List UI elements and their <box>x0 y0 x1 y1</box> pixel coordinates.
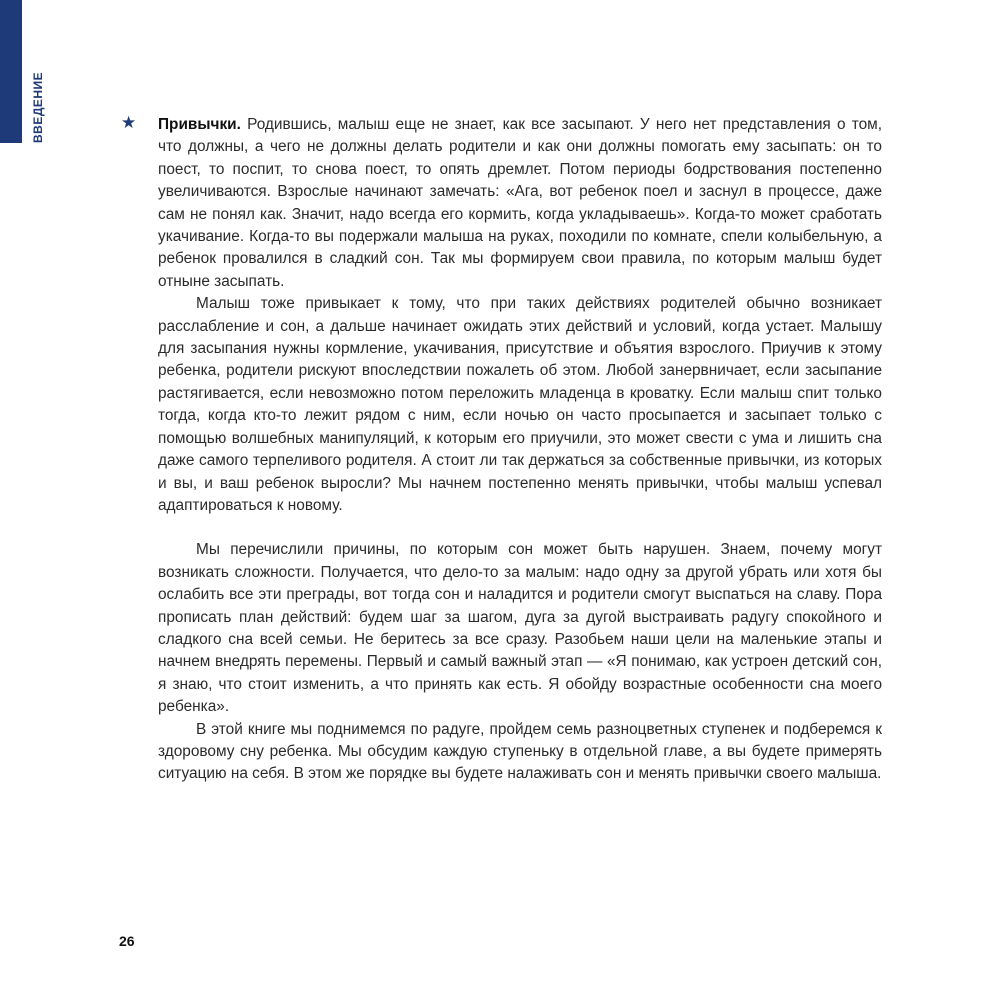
section-label: ВВЕДЕНИЕ <box>31 71 45 143</box>
bullet-text: Родившись, малыш еще не знает, как все засыпают. У него нет представления о том, что должны, а чего не должны делать родители и как они должны помогать ему засыпать: он то поест, то поспит, то снова поест, то опять дремлет. Потом периоды бодрствования постепенно увеличиваются. Взрослые начинают замечать: «Ага, вот ребенок поел и заснул в процессе, даже сам не понял как. Значит, надо всегда его кормить, когда укладываешь». Когда-то может сработать укачивание. Когда-то вы подержали малыша на руках, походили по комнате, спели колыбельную, а ребенок провалился в сладкий сон. Так мы формируем свои правила, по которым малыш будет отныне засыпать. <box>158 116 882 290</box>
section-tab <box>0 0 22 143</box>
body-paragraph-2: В этой книге мы поднимемся по радуге, пройдем семь разноцветных ступенек и подберемся к здоровому сну ребенка. Мы обсудим каждую ступеньку в отдельной главе, а вы будете примерять ситуацию на себя. В этом же порядке вы будете налаживать сон и менять привычки своего малыша. <box>158 720 882 783</box>
body-paragraph-1: Мы перечислили причины, по которым сон может быть нарушен. Знаем, почему могут возникать сложности. Получается, что дело-то за малым: надо одну за другой убрать или хотя бы ослабить все эти преграды, вот тогда сон и наладится и родители смогут выспаться на славу. Пора прописать план действий: будем шаг за шагом, дуга за дугой выстраивать радугу спокойного и сладкого сна всей семьи. Не беритесь за все сразу. Разобьем наши цели на маленькие этапы и начнем внедрять перемены. Первый и самый важный этап — «Я понимаю, как устроен детский сон, я знаю, что стоит изменить, а что принять как есть. Я обойду возрастные особенности сна моего ребенка». <box>158 541 882 716</box>
star-icon: ★ <box>121 113 137 132</box>
bullet-continuation: Малыш тоже привыкает к тому, что при таких действиях родителей обычно возникает расслабление и сон, а дальше начинает ожидать этих действий и условий, когда устает. Малышу для засыпания нужны кормление, укачивания, присутствие и объятия взрослого. Приучив к этому ребенка, родители рискуют впоследствии пожалеть об этом. Любой занервничает, если засыпание растягивается, если невозможно потом переложить младенца в кроватку. Если малыш спит только тогда, когда кто-то лежит рядом с ним, если ночью он часто просыпается и засыпает только с помощью волшебных манипуляций, к которым его приучили, это может свести с ума и лишить сна даже самого терпеливого родителя. А стоит ли так держаться за собственные привычки, из которых и вы, и ваш ребенок выросли? Мы начнем постепенно менять привычки, чтобы малыш успевал адаптироваться к новому. <box>158 295 882 514</box>
bullet-paragraph <box>121 113 882 293</box>
bullet-lead: Привычки. <box>158 116 241 133</box>
page-content <box>121 113 882 786</box>
page-number: 26 <box>119 933 135 949</box>
